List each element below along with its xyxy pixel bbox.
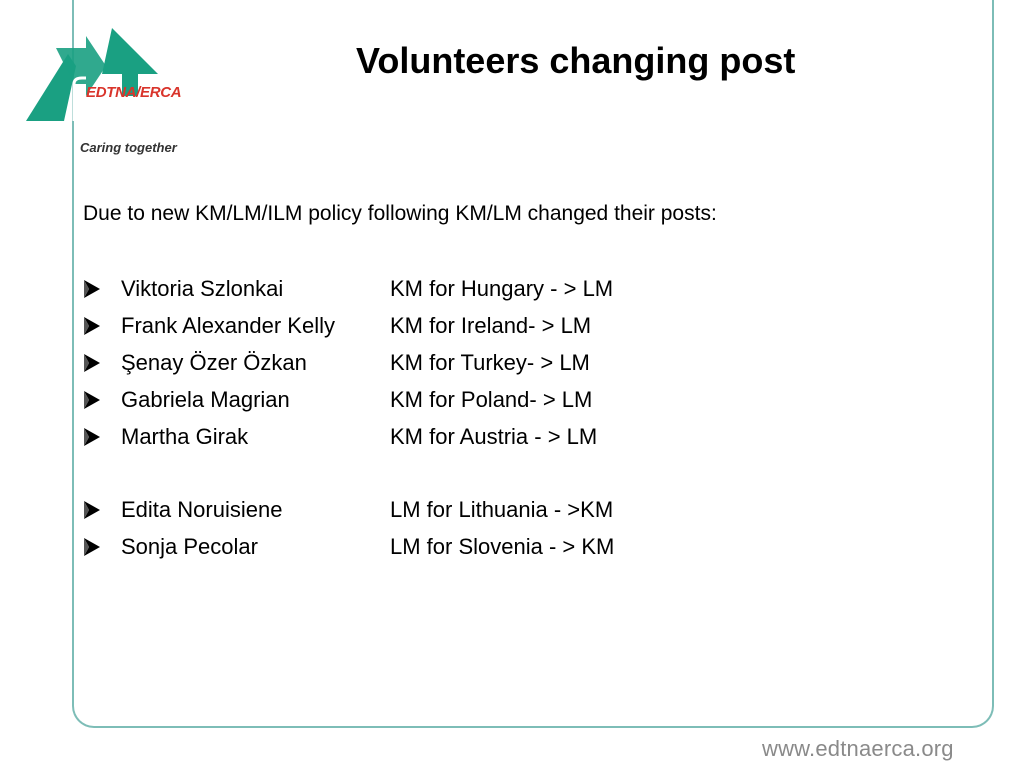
logo-text: EDTNA/ERCA <box>86 84 182 101</box>
post-change: LM for Lithuania - >KM <box>390 497 614 522</box>
post-change: KM for Austria - > LM <box>390 424 598 449</box>
volunteer-name: Edita Noruisiene <box>121 497 283 522</box>
arrow-bullet-icon <box>83 499 101 521</box>
post-change: LM for Slovenia - > KM <box>390 534 615 559</box>
volunteer-name: Frank Alexander Kelly <box>121 313 335 338</box>
page-title: Volunteers changing post <box>356 40 796 81</box>
footer-url: www.edtnaerca.org <box>762 736 954 761</box>
arrow-bullet-icon <box>83 426 101 448</box>
arrow-bullet-icon <box>83 389 101 411</box>
volunteer-name: Gabriela Magrian <box>121 387 290 412</box>
volunteer-name: Sonja Pecolar <box>121 534 258 559</box>
post-change: KM for Ireland- > LM <box>390 313 592 338</box>
post-change: KM for Poland- > LM <box>390 387 593 412</box>
volunteer-name: Martha Girak <box>121 424 249 449</box>
post-change: KM for Hungary - > LM <box>390 276 614 301</box>
logo-arrows-icon <box>26 26 226 126</box>
arrow-bullet-icon <box>83 315 101 337</box>
arrow-bullet-icon <box>83 536 101 558</box>
intro-text: Due to new KM/LM/ILM policy following KM/LM changed their posts: <box>83 202 717 225</box>
volunteer-name: Viktoria Szlonkai <box>121 276 284 301</box>
volunteer-name: Şenay Özer Özkan <box>121 350 307 375</box>
arrow-bullet-icon <box>83 278 101 300</box>
tagline: Caring together <box>80 140 177 155</box>
post-change: KM for Turkey- > LM <box>390 350 590 375</box>
arrow-bullet-icon <box>83 352 101 374</box>
